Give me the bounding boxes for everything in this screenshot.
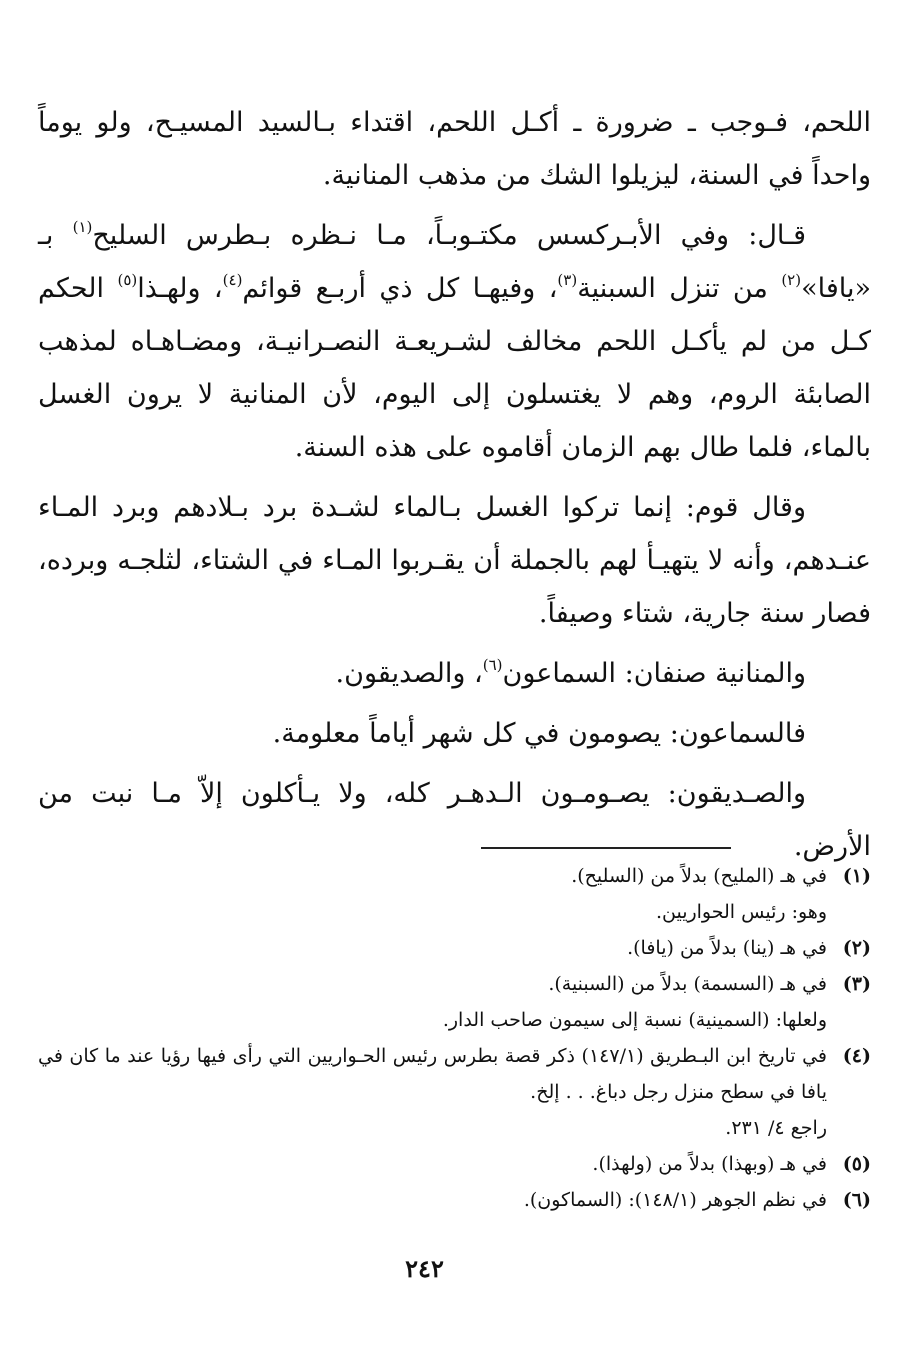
paragraph-1-text: اللحم، فـوجب ـ ضرورة ـ أكـل اللحم، اقتداء بـالسيد المسيـح، ولو يوماً واحداً في السنة، ليزيلوا الشك من مذهب المنانية. bbox=[38, 107, 871, 191]
footnote-number bbox=[827, 1110, 871, 1146]
footnote-4-continuation bbox=[38, 1110, 871, 1146]
footnote-text: في تاريخ ابن البـطريق (١٤٧/١) ذكر قصة بطرس رئيس الحـواريين التي رأى فيها رؤيا عند ما كان في يافا في سطح منزل رجل دباغ. . . إلخ. bbox=[38, 1045, 827, 1103]
footnote-ref-3[interactable]: (٣) bbox=[557, 271, 578, 289]
footnote-6 bbox=[38, 1182, 871, 1218]
paragraph-6-text: والصـديقون: يصـومـون الـدهـر كله، ولا يـأكلون إلاّ مـا نبت من الأرض. bbox=[38, 778, 871, 862]
footnote-number bbox=[827, 894, 871, 930]
footnote-4 bbox=[38, 1038, 871, 1110]
footnote-number bbox=[827, 1002, 871, 1038]
paragraph-3 bbox=[38, 481, 871, 640]
footnote-number: (٦) bbox=[842, 1189, 871, 1211]
footnote-separator bbox=[481, 847, 731, 849]
paragraph-2-text-b: بـ «يافا» bbox=[38, 220, 872, 304]
paragraph-4-text-b: ، والصديقون. bbox=[335, 658, 483, 689]
footnote-3-continuation bbox=[38, 1002, 871, 1038]
paragraph-4 bbox=[38, 647, 871, 700]
footnote-text: ولعلها: (السمينية) نسبة إلى سيمون صاحب الدار. bbox=[442, 1009, 827, 1031]
footnote-text: في هـ (السسمة) بدلاً من (السبنية). bbox=[548, 973, 827, 995]
paragraph-4-text-a: والمنانية صنفان: السماعون bbox=[502, 658, 806, 689]
footnote-5 bbox=[38, 1146, 871, 1182]
footnote-text: في نظم الجوهر (١٤٨/١): (السماكون). bbox=[523, 1189, 827, 1211]
footnote-ref-4[interactable]: (٤) bbox=[222, 271, 243, 289]
footnote-ref-2[interactable]: (٢) bbox=[781, 271, 802, 289]
footnote-text: في هـ (المليح) بدلاً من (السليح). bbox=[571, 865, 827, 887]
footnote-text: في هـ (وبهذا) بدلاً من (ولهذا). bbox=[592, 1153, 827, 1175]
footnotes bbox=[38, 858, 871, 1218]
paragraph-2-text-a: وفي الأبـركسس مكتـوبـاً، مـا نـظره بـطرس السليح bbox=[92, 220, 730, 251]
footnote-1 bbox=[38, 858, 871, 894]
footnote-number: (٤) bbox=[842, 1045, 871, 1067]
footnote-3 bbox=[38, 966, 871, 1002]
footnote-1-continuation bbox=[38, 894, 871, 930]
footnote-number: (٢) bbox=[842, 937, 871, 959]
paragraph-5-text: فالسماعون: يصومون في كل شهر أياماً معلومة. bbox=[272, 718, 806, 749]
footnote-number: (٣) bbox=[842, 973, 871, 995]
paragraph-2 bbox=[38, 209, 871, 474]
paragraph-2-text-e: ، ولهـذا bbox=[137, 273, 223, 304]
footnote-number: (١) bbox=[842, 865, 871, 887]
footnote-number: (٥) bbox=[842, 1153, 871, 1175]
footnote-text: راجع ٤/ ٢٣١. bbox=[725, 1117, 827, 1139]
footnote-text: وهو: رئيس الحواريين. bbox=[655, 901, 827, 923]
paragraph-2-text-d: ، وفيهـا كل ذي أربـع قوائم bbox=[242, 273, 558, 304]
footnote-2 bbox=[38, 930, 871, 966]
paragraph-1 bbox=[38, 96, 871, 202]
footnote-ref-1[interactable]: (١) bbox=[72, 218, 93, 236]
paragraph-2-lead: قـال: bbox=[748, 220, 806, 251]
footnote-text: في هـ (ينا) بدلاً من (يافا). bbox=[627, 937, 827, 959]
page-number: ٢٤٢ bbox=[405, 1254, 444, 1283]
paragraph-5 bbox=[38, 707, 871, 760]
paragraph-2-text-f: الحكم كـل من لم يأكـل اللحم مخالف لشـريعـة النصـرانيـة، ومضـاهـاه لمذهب الصابئة الروم، وهم لا يغتسلون إلى اليوم، لأن المنانية لا يرون الغسل بالماء، فلما طال بهم الزمان أقاموه على هذه السنة. bbox=[38, 273, 871, 463]
footnote-ref-5[interactable]: (٥) bbox=[117, 271, 138, 289]
paragraph-3-text: وقال قوم: إنما تركوا الغسل بـالماء لشـدة برد بـلادهم وبرد المـاء عنـدهم، وأنه لا يتهيـأ لهم بالجملة أن يقـربوا المـاء في الشتاء، لثلجـه وبرده، فصار سنة جارية، شتاء وصيفاً. bbox=[38, 492, 871, 629]
paragraph-2-text-c: من تنزل السبنية bbox=[577, 273, 768, 304]
footnote-ref-6[interactable]: (٦) bbox=[482, 656, 503, 674]
